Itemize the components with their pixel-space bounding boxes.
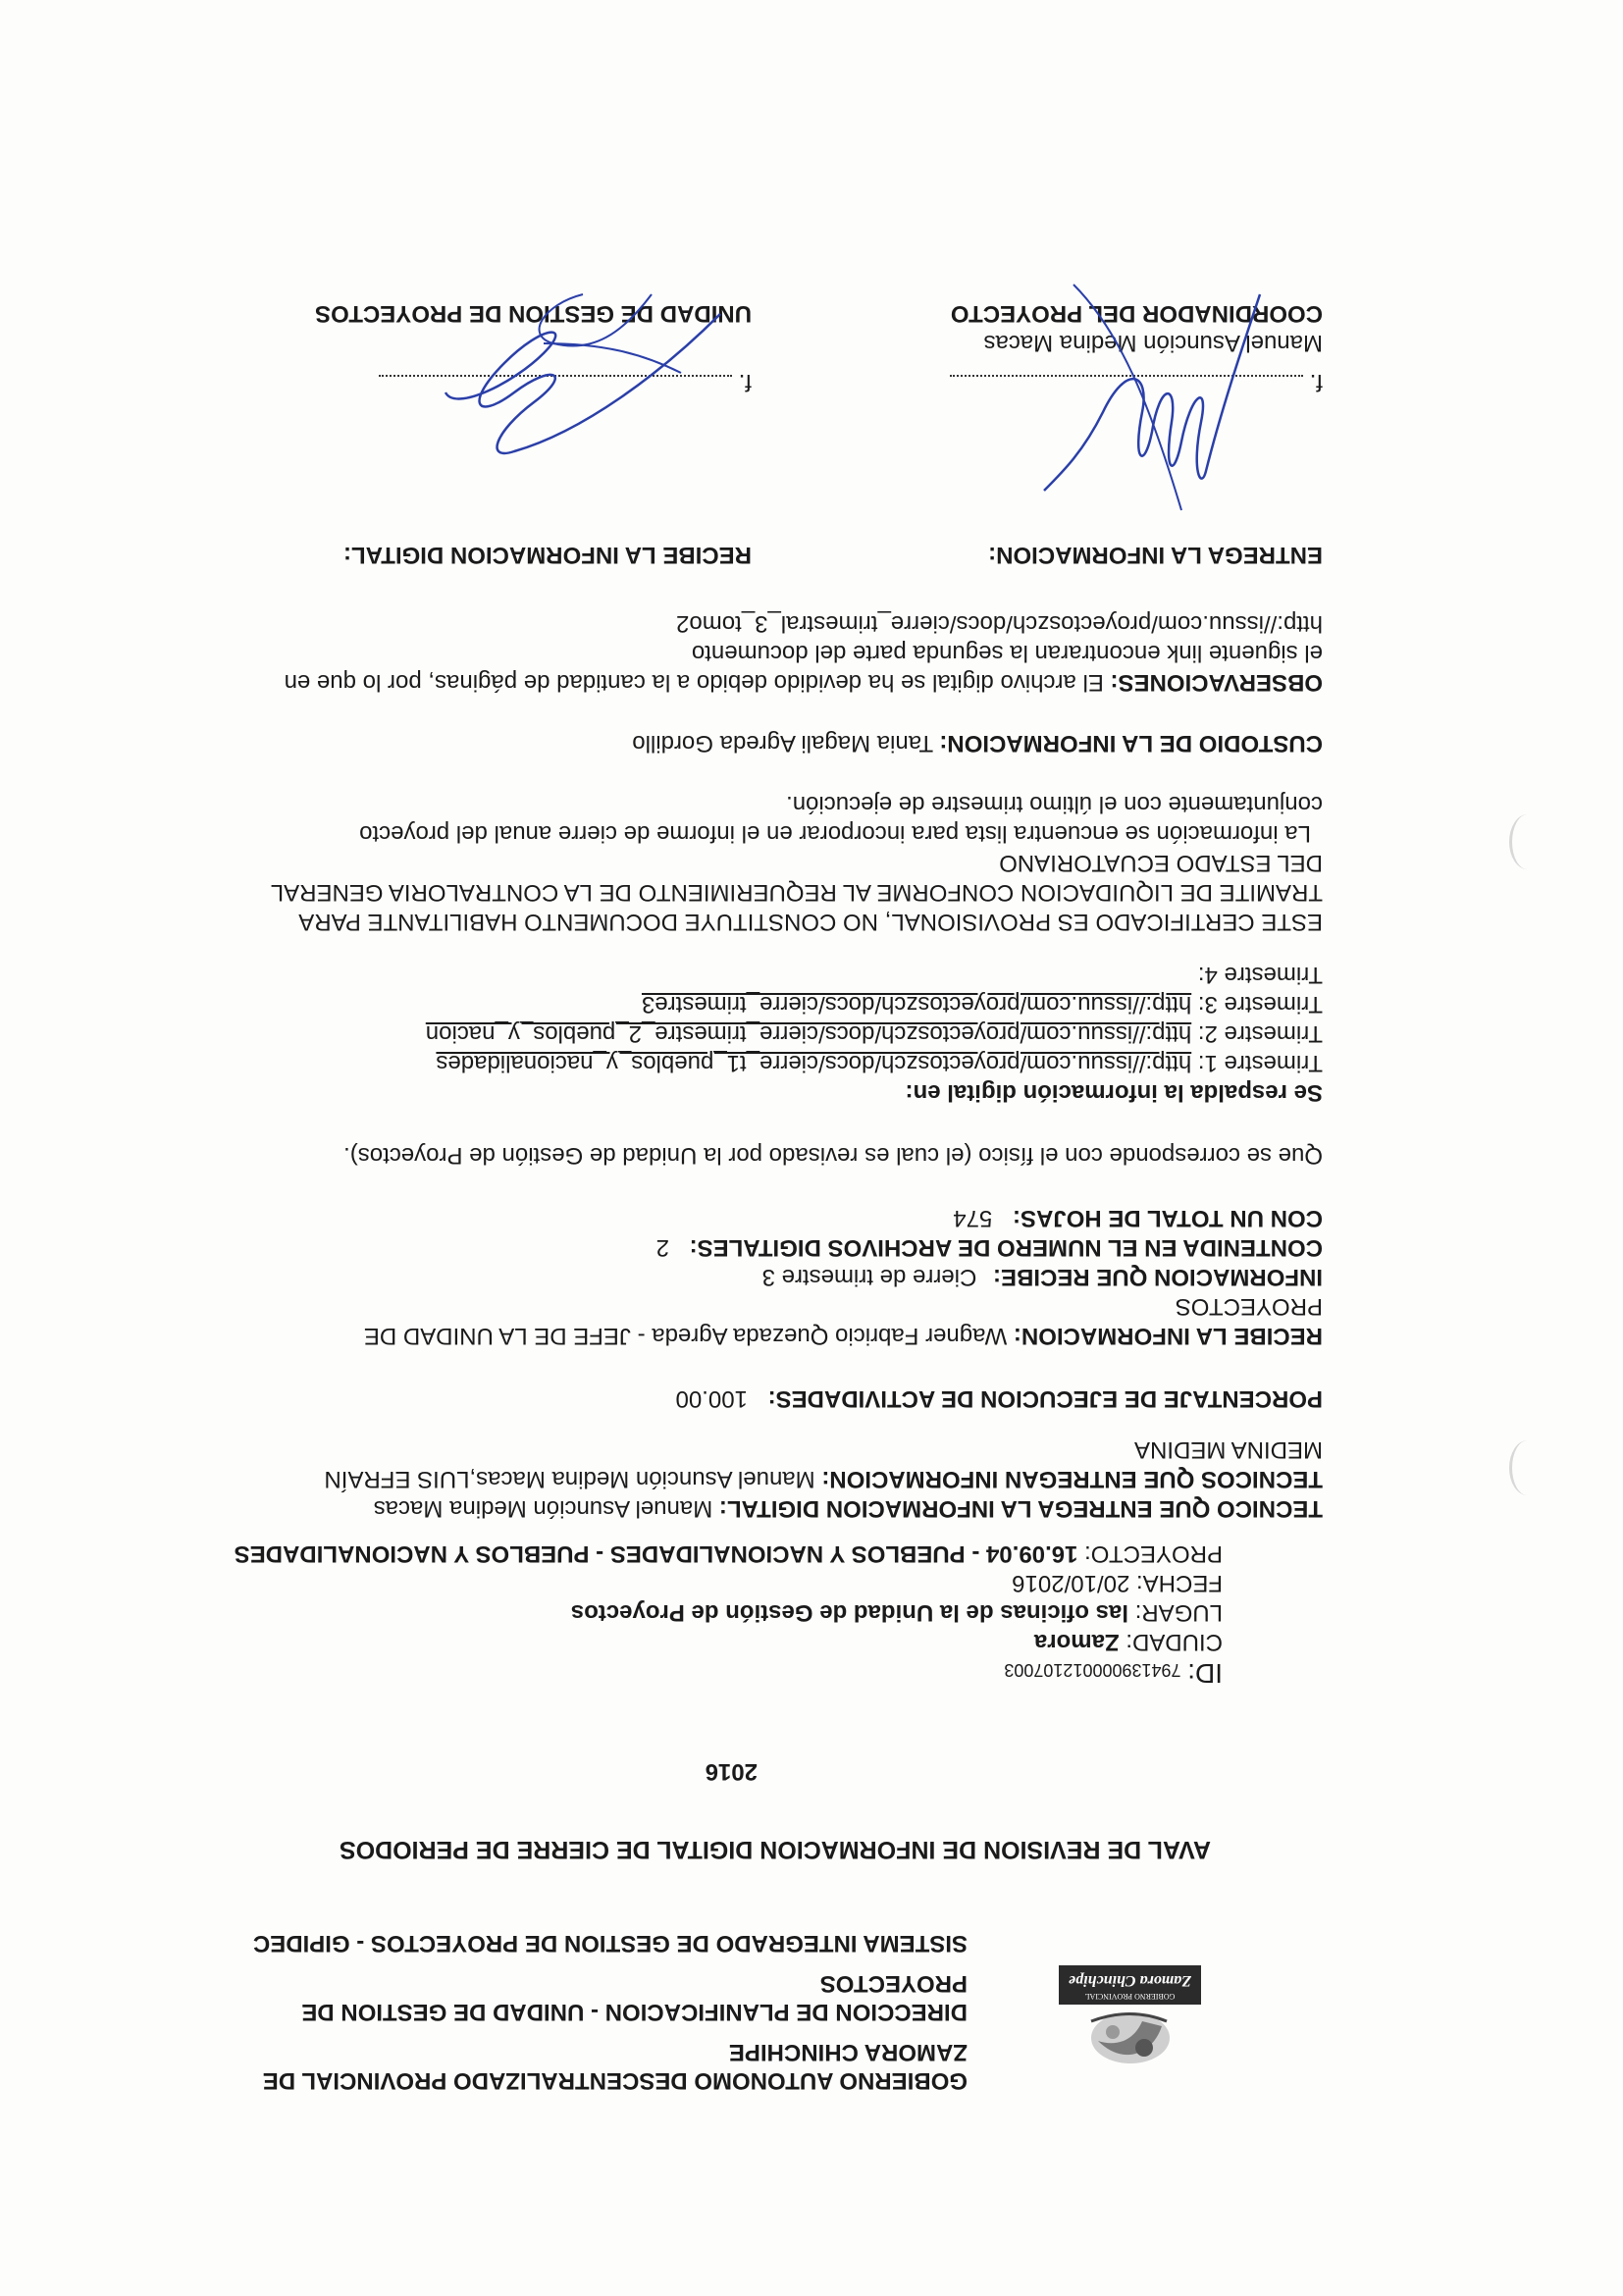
logo-emblem-icon: [1078, 2007, 1181, 2075]
trimestre-3-label: Trimestre 3:: [1197, 991, 1323, 1018]
hojas-row: [953, 1203, 1323, 1232]
porcentaje-value: 100.00: [675, 1385, 748, 1412]
ciudad-row: [1034, 1627, 1223, 1656]
respaldo-heading: Se respalda la información digital en:: [905, 1079, 1323, 1106]
observaciones-row: [285, 667, 1323, 697]
archivos-value: 2: [655, 1234, 669, 1261]
tecnicos-value-line-2: MEDINA MEDINA: [1133, 1436, 1323, 1463]
ciudad-label: CIUDAD:: [1126, 1629, 1223, 1655]
logo-banner: [1059, 1965, 1201, 2005]
hojas-label: CON UN TOTAL DE HOJAS:: [1012, 1205, 1323, 1231]
id-row: [1004, 1655, 1223, 1688]
trimestre-2-row: [426, 1018, 1323, 1048]
observaciones-line-1: El archivo digital se ha devidido debido a la cantidad de páginas, por lo que en: [284, 669, 1104, 696]
observaciones-line-2: el siguente link encontraran la segunda parte del documento: [691, 640, 1323, 666]
porcentaje-row: [676, 1383, 1323, 1413]
recibe-row: [364, 1321, 1323, 1350]
entrega-heading: ENTREGA LA INFORMACION:: [988, 542, 1323, 568]
recibe-role: UNIDAD DE GESTION DE PROYECTOS: [315, 300, 752, 327]
recibe-value-line-1: Wagner Fabricio Quezada Agreda - JEFE DE LA UNIDAD DE: [363, 1323, 1008, 1349]
porcentaje-label: PORCENTAJE DE EJECUCION DE ACTIVIDADES:: [767, 1385, 1323, 1412]
trimestre-4-row: [1198, 960, 1323, 989]
fecha-row: [1012, 1568, 1223, 1597]
tecnico-value: Manuel Asunción Medina Macas: [373, 1495, 713, 1522]
trimestre-2-label: Trimestre 2:: [1197, 1020, 1323, 1047]
trimestre-2-link[interactable]: http://issuu.com/proyectoszch/docs/cierre_trimestre_2_pueblos_y_nacion: [425, 1020, 1192, 1047]
trimestre-3-row: [642, 989, 1323, 1018]
certificado-line-5: conjuntamente con el último trimestre de ejecución.: [786, 791, 1323, 817]
entrega-signature-line: [950, 367, 1323, 396]
recibe-digital-heading: RECIBE LA INFORMACION DIGITAL:: [343, 542, 752, 568]
hojas-value: 574: [953, 1205, 993, 1231]
info-label: INFORMACION QUE RECIBE:: [993, 1264, 1323, 1290]
entrega-dotted-line: [950, 375, 1303, 387]
tecnico-label: TECNICO QUE ENTREGA LA INFORMACION DIGITAL:: [718, 1495, 1323, 1522]
tecnicos-label: TECNICOS QUE ENTREGAN INFORMACION:: [821, 1466, 1323, 1492]
document-title: AVAL DE REVISION DE INFORMACION DIGITAL DE CIERRE DE PERIODOS: [339, 1836, 1211, 1863]
observaciones-label: OBSERVACIONES:: [1110, 669, 1323, 696]
archivos-row: [656, 1232, 1323, 1262]
proyecto-value: 16.09.04 - PUEBLOS Y NACIONALIDADES - PUEBLOS Y NACIONALIDADES: [234, 1540, 1078, 1567]
tecnicos-value-line-1: Manuel Asunción Medina Macas,LUIS EFRAÍN: [324, 1466, 815, 1492]
info-row: [762, 1262, 1323, 1291]
provincial-logo: [1059, 1953, 1201, 2075]
direction-line-2: PROYECTOS: [819, 1970, 968, 1997]
institution-line-1: GOBIERNO AUTONOMO DESCENTRALIZADO PROVINCIAL DE: [262, 2067, 968, 2094]
recibe-value-line-2: PROYECTOS: [1175, 1293, 1323, 1320]
ciudad-value: Zamora: [1033, 1629, 1120, 1655]
logo-name-text: Zamora Chinchipe: [1069, 1972, 1191, 1989]
lugar-row: [571, 1597, 1223, 1627]
custodio-label: CUSTODIO DE LA INFORMACION:: [939, 730, 1323, 757]
logo-small-text: GOBIERNO PROVINCIAL: [1084, 1992, 1176, 2001]
custodio-row: [632, 728, 1323, 757]
info-value: Cierre de trimestre 3: [761, 1264, 977, 1290]
certificado-line-2: TRAMITE DE LIQUIDACION CONFORME AL REQUERIMIENTO DE LA CONTRALORIA GENERAL: [270, 879, 1323, 906]
fecha-label: FECHA:: [1135, 1570, 1223, 1596]
fecha-value: 20/10/2016: [1012, 1570, 1130, 1596]
system-name: SISTEMA INTEGRADO DE GESTION DE PROYECTOS - GIPIDEC: [252, 1930, 968, 1957]
entrega-role: COORDINADOR DEL PROYECTO: [950, 300, 1323, 327]
observaciones-line-3: http://issuu.com/proyectoszch/docs/cierre_trimestral_3_tomo2: [676, 610, 1323, 637]
institution-line-2: ZAMORA CHINCHIPE: [728, 2039, 968, 2065]
lugar-value: las oficinas de la Unidad de Gestión de Proyectos: [570, 1599, 1128, 1626]
trimestre-1-label: Trimestre 1:: [1197, 1050, 1323, 1076]
direction-line-1: DIRECCION DE PLANIFICACION - UNIDAD DE GESTION DE: [301, 1999, 968, 2025]
id-label: ID:: [1187, 1658, 1223, 1689]
trimestre-1-link[interactable]: http://issuu.com/proyectoszch/docs/cierre_t1_pueblos_y_nacionalidades: [436, 1050, 1192, 1076]
tecnico-row: [374, 1493, 1323, 1523]
archivos-label: CONTENIDA EN EL NUMERO DE ARCHIVOS DIGITALES:: [689, 1234, 1323, 1261]
recibe-dotted-line: [379, 375, 732, 387]
recibe-label: RECIBE LA INFORMACION:: [1013, 1323, 1323, 1349]
trimestre-4-label: Trimestre 4:: [1197, 962, 1323, 988]
lugar-label: LUGAR:: [1134, 1599, 1223, 1626]
proyecto-row: [235, 1539, 1223, 1568]
certificado-line-3: DEL ESTADO ECUATORIANO: [999, 850, 1323, 876]
entrega-f-label: f.: [1309, 369, 1323, 395]
recibe-signature-line: [379, 367, 752, 396]
proyecto-label: PROYECTO:: [1084, 1540, 1223, 1567]
fisico-statement: Que se corresponde con el físico (el cual es revisado por la Unidad de Gestión de Proyectos).: [343, 1142, 1323, 1169]
recibe-f-label: f.: [738, 369, 752, 395]
certificado-line-4: La información se encuentra lista para incorporar en el informe de cierre anual del proyecto: [359, 820, 1311, 847]
tecnicos-row: [324, 1464, 1323, 1493]
document-year: 2016: [705, 1758, 758, 1785]
certificado-line-1: ESTE CERTIFICADO ES PROVISIONAL, NO CONSTITUYE DOCUMENTO HABILITANTE PARA: [298, 909, 1323, 935]
trimestre-1-row: [436, 1048, 1323, 1077]
trimestre-3-link[interactable]: http://issuu.com/proyectoszch/docs/cierre_trimestre3: [641, 991, 1192, 1018]
custodio-value: Tania Magali Agreda Gordillo: [632, 730, 934, 757]
id-value: 79413900001210​7003: [1004, 1660, 1181, 1680]
entrega-name: Manuel Asunción Medina Macas: [983, 330, 1323, 356]
